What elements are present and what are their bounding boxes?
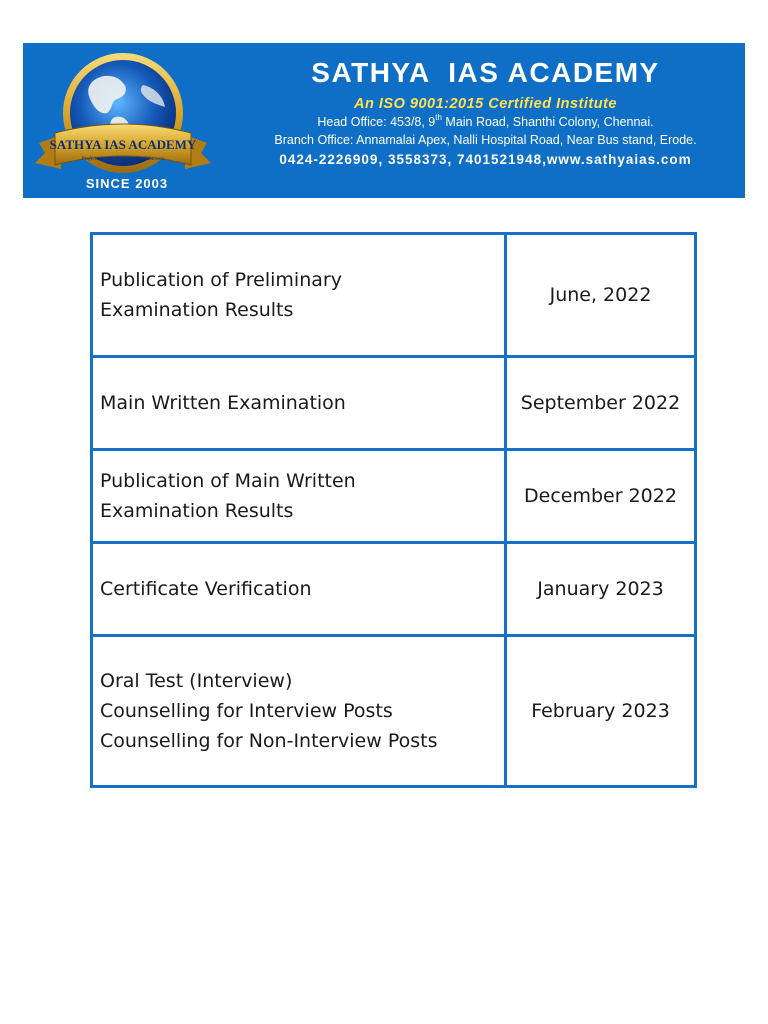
academy-logo [31, 51, 215, 193]
date-cell: June, 2022 [549, 284, 652, 306]
globe-logo-icon [31, 51, 215, 193]
event-cell: Certificate Verification [100, 578, 312, 600]
date-cell: January 2023 [537, 578, 664, 600]
head-office-pre: Head Office: 453/8, 9 [317, 115, 436, 129]
head-office-address [233, 113, 738, 131]
date-cell: September 2022 [520, 392, 681, 414]
schedule-row [93, 544, 694, 634]
contact-phones: 0424-2226909, 3558373, 7401521948,www.sathyaias.com [279, 152, 692, 167]
event-cell: Publication of Preliminary Examination Results [100, 269, 342, 321]
schedule-row [93, 235, 694, 355]
event-cell: Main Written Examination [100, 392, 346, 414]
banner-text [233, 51, 738, 171]
schedule-row [93, 451, 694, 541]
schedule-table [90, 232, 697, 788]
branch-office-address: Branch Office: Annamalai Apex, Nalli Hospital Road, Near Bus stand, Erode. [274, 133, 697, 147]
schedule-row [93, 358, 694, 448]
logo-ribbon-text: SATHYA IAS ACADEMY [49, 137, 197, 152]
since-label: SINCE 2003 [85, 176, 169, 191]
head-office-sup: th [435, 113, 442, 122]
head-office-post: Main Road, Shanthi Colony, Chennai. [441, 115, 654, 129]
date-cell: December 2022 [524, 485, 677, 507]
academy-title: SATHYA IAS ACADEMY [311, 57, 660, 88]
date-cell: February 2023 [531, 700, 670, 722]
logo-tagline: Proficiency the Philosophy of Success [81, 156, 165, 162]
iso-certification: An ISO 9001:2015 Certified Institute [354, 96, 617, 112]
header-banner [23, 43, 745, 198]
event-cell: Publication of Main Written Examination Results [100, 470, 356, 522]
event-cell: Oral Test (Interview) Counselling for Interview Posts Counselling for Non-Interview Posts [100, 670, 438, 752]
schedule-row [93, 637, 694, 785]
